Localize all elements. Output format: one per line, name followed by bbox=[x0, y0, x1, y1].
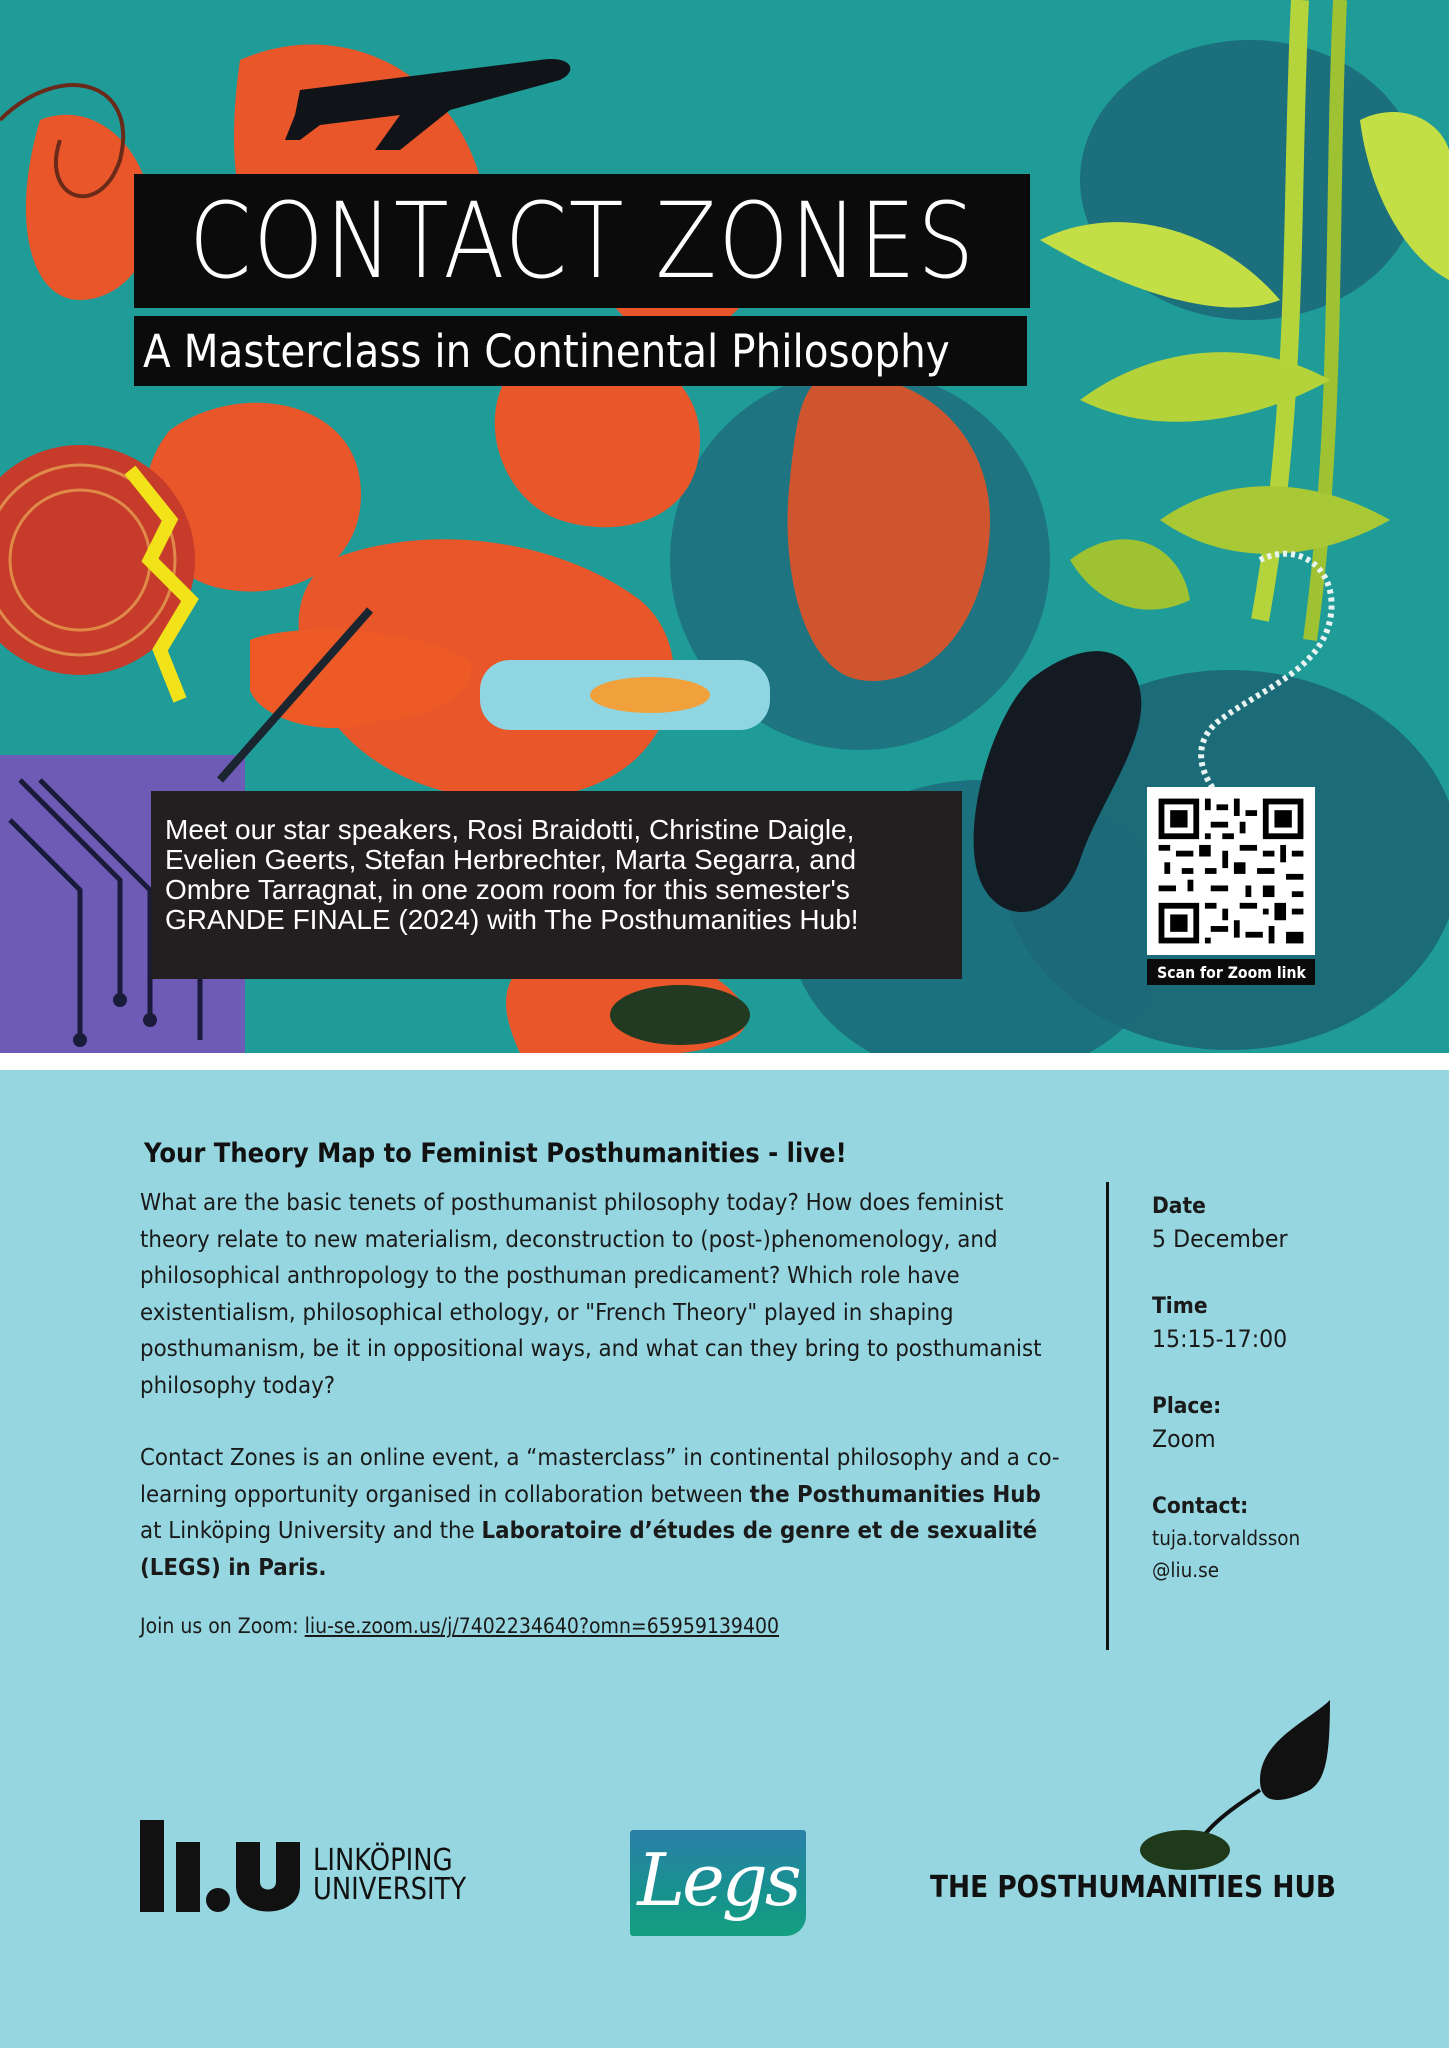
date-label: Date bbox=[1152, 1194, 1206, 1219]
legs-wordmark: Legs bbox=[637, 1838, 799, 1922]
subtitle-banner bbox=[134, 316, 1027, 386]
place-value: Zoom bbox=[1152, 1425, 1216, 1453]
description-paragraph-1: What are the basic tenets of posthumanist philosophy today? How does feminist theory relate to new materialism, deconstruction to (post-)phenomenology, and philosophical anthropology to the posthuman predicament? Which role have existentialism, philosophical ethology, or "French Theory" played in shaping posthumanism, be it in oppositional ways, and what can they bring to posthumanist philosophy today? bbox=[140, 1190, 1042, 1399]
time-label: Time bbox=[1152, 1294, 1208, 1319]
section-heading: Your Theory Map to Feminist Posthumanities - live! bbox=[144, 1138, 847, 1169]
foot-plant-icon bbox=[930, 1700, 1330, 1870]
date-value: 5 December bbox=[1152, 1225, 1288, 1253]
zoom-prefix: Join us on Zoom: bbox=[140, 1614, 305, 1638]
description-paragraph-2: Contact Zones is an online event, a “masterclass” in continental philosophy and a co-learning opportunity organised in collaboration between the Posthumanities Hub at Linköping University and the Laboratoire d’études de genre et de sexualité (LEGS) in Paris. bbox=[140, 1445, 1060, 1581]
contact-block bbox=[1152, 1492, 1412, 1586]
liu-wordmark: LINKÖPING UNIVERSITY bbox=[313, 1843, 467, 1907]
qr-block[interactable] bbox=[1147, 787, 1315, 987]
time-value: 15:15-17:00 bbox=[1152, 1325, 1288, 1353]
qr-caption: Scan for Zoom link bbox=[1147, 959, 1315, 985]
poster-divider bbox=[0, 1053, 1449, 1070]
speakers-blurb: Meet our star speakers, Rosi Braidotti, Christine Daigle, Evelien Geerts, Stefan Herbrechter, Marta Segarra, and Ombre Tarragnat, in one zoom room for this semester's GRANDE FINALE (2024) with The Posthumanities Hub! bbox=[165, 814, 859, 935]
qr-code-icon[interactable] bbox=[1147, 787, 1315, 955]
liu-mark-icon bbox=[140, 1820, 300, 1915]
linkoping-university-logo bbox=[140, 1820, 500, 1915]
description bbox=[140, 1185, 1060, 1586]
page-title: CONTACT ZONES bbox=[188, 180, 976, 302]
time-block bbox=[1152, 1292, 1412, 1356]
zoom-link[interactable]: liu-se.zoom.us/j/7402234640?omn=65959139400 bbox=[304, 1614, 780, 1638]
speakers-panel bbox=[151, 791, 962, 979]
posthumanities-hub-logo bbox=[930, 1700, 1337, 1920]
date-block bbox=[1152, 1192, 1412, 1256]
legs-logo bbox=[630, 1830, 806, 1936]
zoom-line bbox=[140, 1614, 779, 1638]
event-details bbox=[1152, 1192, 1412, 1622]
page-subtitle: A Masterclass in Continental Philosophy bbox=[143, 324, 950, 378]
title-banner bbox=[134, 174, 1030, 308]
contact-email-line2[interactable]: @liu.se bbox=[1152, 1558, 1220, 1582]
contact-label: Contact: bbox=[1152, 1494, 1249, 1519]
place-label: Place: bbox=[1152, 1394, 1222, 1419]
hub-wordmark: THE POSTHUMANITIES HUB bbox=[930, 1870, 1337, 1905]
contact-email-line1[interactable]: tuja.torvaldsson bbox=[1152, 1526, 1301, 1550]
place-block bbox=[1152, 1392, 1412, 1456]
sidebar-divider bbox=[1106, 1182, 1109, 1650]
